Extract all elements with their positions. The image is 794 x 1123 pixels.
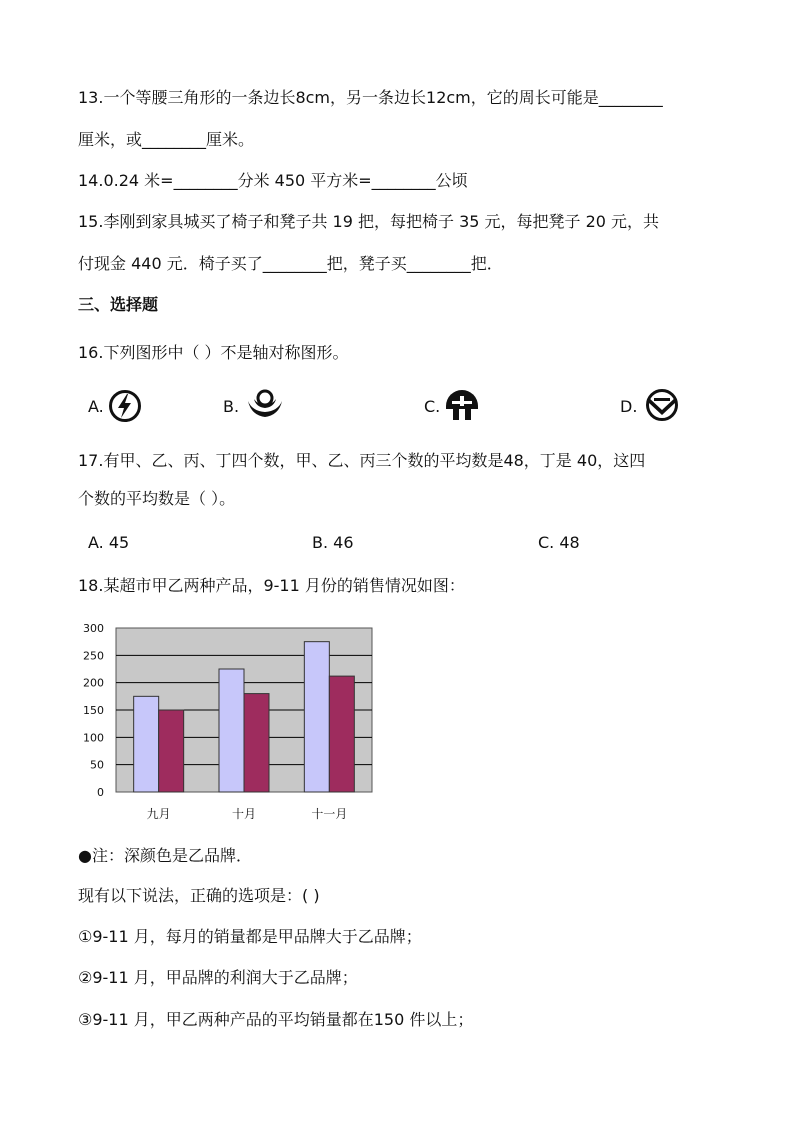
chevron-circle-logo-icon	[643, 388, 681, 422]
question-13-line-2: 厘米，或________厘米。	[78, 130, 255, 149]
sales-bar-chart	[72, 618, 392, 830]
question-16-stem: 16.下列图形中（ ）不是轴对称图形。	[78, 343, 349, 362]
section-heading: 三、选择题	[78, 295, 159, 314]
bar-brand-a-1	[219, 669, 244, 792]
y-tick-label: 100	[83, 731, 104, 745]
option-d-label: D.	[620, 397, 638, 416]
chart-note: ●注：深颜色是乙品牌．	[78, 846, 252, 865]
bar-brand-b-0	[159, 710, 184, 792]
question-17-option-b: B. 46	[312, 533, 354, 552]
question-17-option-c: C. 48	[538, 533, 580, 552]
x-tick-label: 十一月	[311, 807, 348, 821]
bar-brand-b-2	[329, 676, 354, 792]
question-14: 14.0.24 米=________分米 450 平方米=________公顷	[78, 171, 468, 190]
question-13-line-1: 13.一个等腰三角形的一条边长8cm，另一条边长12cm，它的周长可能是________	[78, 88, 663, 107]
question-17-line-1: 17.有甲、乙、丙、丁四个数，甲、乙、丙三个数的平均数是48，丁是 40，这四	[78, 451, 646, 470]
bar-brand-a-2	[304, 642, 329, 792]
question-15-line-1: 15.李刚到家具城买了椅子和凳子共 19 把，每把椅子 35 元，每把凳子 20 元，共	[78, 212, 660, 231]
lightning-circle-icon	[108, 389, 142, 423]
question-18-prompt: 现有以下说法，正确的选项是：( )	[78, 886, 320, 905]
circle-wings-logo-icon	[245, 387, 285, 421]
y-tick-label: 150	[83, 704, 104, 717]
x-tick-label: 九月	[146, 807, 171, 821]
question-15-line-2: 付现金 440 元．椅子买了________把，凳子买________把．	[78, 254, 503, 273]
bar-brand-a-0	[134, 696, 159, 792]
option-b-label: B.	[223, 397, 240, 416]
statement-1: ①9-11 月，每月的销量都是甲品牌大于乙品牌；	[78, 927, 422, 946]
question-17-option-a: A. 45	[88, 533, 130, 552]
option-c-label: C.	[424, 397, 441, 416]
half-disc-logo-icon	[444, 388, 480, 422]
y-tick-label: 300	[83, 622, 104, 635]
statement-3: ③9-11 月，甲乙两种产品的平均销量都在150 件以上；	[78, 1010, 474, 1029]
y-tick-label: 50	[90, 758, 104, 772]
option-a-label: A.	[88, 397, 104, 416]
y-tick-label: 0	[97, 786, 104, 799]
y-tick-label: 200	[83, 676, 104, 690]
statement-2: ②9-11 月，甲品牌的利润大于乙品牌；	[78, 968, 358, 987]
bar-brand-b-1	[244, 694, 269, 792]
y-tick-label: 250	[83, 649, 104, 663]
question-18-stem: 18.某超市甲乙两种产品，9-11 月份的销售情况如图：	[78, 576, 465, 595]
x-tick-label: 十月	[231, 807, 257, 821]
question-17-line-2: 个数的平均数是（ ）。	[78, 489, 236, 508]
